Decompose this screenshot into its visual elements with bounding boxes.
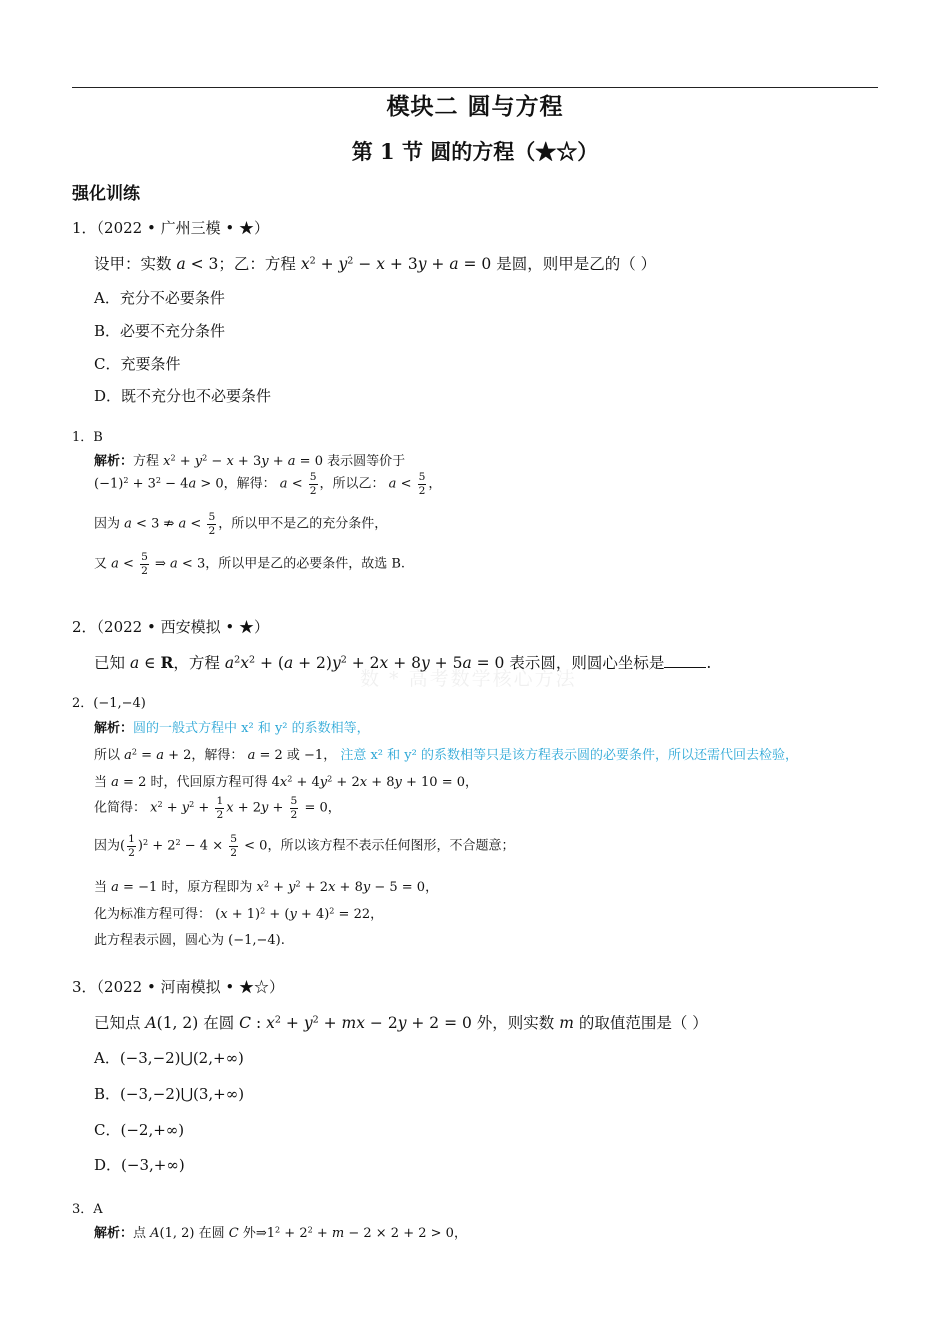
q1-header: 1．（2022 • 广州三模 • ★） [72, 219, 269, 237]
q2-expl-line-5: 因为( $\frac{1}{2}$ )$^2 + 2^2 - 4$ × $\frac{5}{2}$ < 0，所以该方程不表示任何图形，不合题意； [94, 832, 515, 859]
q1-answer: 1．B [72, 430, 103, 445]
q3-option-a: A．(−3,−2)⋃(2,+∞) [94, 1049, 244, 1067]
q2-header: 2．（2022 • 西安模拟 • ★） [72, 618, 269, 636]
q3-stem: 已知点 A(1, 2) 在圆 C : $x^2 + y^2$ + mx − 2y + 2 = 0 外，则实数 m 的取值范围是（ ） [94, 1014, 708, 1032]
q3-answer: 3．A [72, 1202, 103, 1217]
module-title: 模块二 圆与方程 [386, 93, 564, 120]
q3-option-d: D．(−3,+∞) [94, 1156, 185, 1174]
q1-expl-line-2: $(-1)^2 + 3^2 - 4a > 0$，解得： a < $\frac{5}{2}$ ，所以乙： a < $\frac{5}{2}$ ， [94, 470, 442, 497]
q2-stem: 已知 a ∈ R，方程 $a^2x^2 + (a + 2)y^2 + 2x + 8y + 5a = 0$ 表示圆，则圆心坐标是 . [94, 653, 712, 672]
q2-expl-line-4: 化简得： $x^2 + y^2$ + $\frac{1}{2}$ x + 2y + $\frac{5}{2}$ = 0， [94, 794, 341, 821]
watermark: 数 * 高考数学核心方法 [360, 668, 577, 690]
q1-option-a: A．充分不必要条件 [94, 289, 225, 307]
q3-header: 3．（2022 • 河南模拟 • ★☆） [72, 978, 284, 996]
q3-option-c: C．(−2,+∞) [94, 1121, 185, 1139]
q2-expl-line-7: 化为标准方程可得： $(x + 1)^2 + (y + 4)^2 = 22$， [94, 906, 384, 922]
q1-stem: 设甲：实数 a < 3；乙：方程 $x^2 + y^2 - x + 3y + a = 0$ 是圆，则甲是乙的（ ） [94, 255, 657, 273]
q1-option-c: C．充要条件 [94, 355, 181, 373]
q2-answer-blank [664, 653, 706, 668]
q1-option-d: D．既不充分也不必要条件 [94, 387, 272, 405]
q3-expl-line-1: 解析：点 A(1, 2) 在圆 C 外$\Rightarrow 1^2 + 2^2 + m - 2 \times 2 + 2 > 0$， [94, 1225, 467, 1241]
q2-expl-line-3: 当 a = 2 时，代回原方程可得 $4x^2 + 4y^2 + 2x + 8y + 10 = 0$， [94, 774, 479, 790]
q2-answer: 2．(−1,−4) [72, 696, 146, 711]
q3-option-b: B．(−3,−2)⋃(3,+∞) [94, 1085, 245, 1103]
q2-expl-line-6: 当 a = −1 时，原方程即为 $x^2 + y^2 + 2x + 8y - 5 = 0$， [94, 879, 439, 895]
q2-expl-line-1: 解析：圆的一般式方程中 x² 和 y² 的系数相等， [94, 721, 370, 736]
q1-expl-line-1: 解析：方程 $x^2 + y^2 - x + 3y + a = 0$ 表示圆等价于 [94, 453, 406, 469]
q1-expl-line-3: 因为 a < 3 ⇏ a < $\frac{5}{2}$ ，所以甲不是乙的充分条件， [94, 510, 388, 537]
q1-expl-line-4: 又 a < $\frac{5}{2}$ ⇒ a < 3，所以甲是乙的必要条件，故选 B. [94, 550, 406, 577]
section-title: 第 1 节 圆的方程（★☆） [351, 139, 599, 164]
q2-expl-line-2: 所以 $a^2 = a + 2$，解得： a = 2 或 −1， 注意 x² 和 y² 的系数相等只是该方程表示圆的必要条件，所以还需代回去检验， [94, 747, 798, 763]
q2-expl-line-8: 此方程表示圆，圆心为 (−1,−4). [94, 933, 285, 948]
part-title: 强化训练 [72, 184, 140, 204]
q1-option-b: B．必要不充分条件 [94, 322, 226, 340]
